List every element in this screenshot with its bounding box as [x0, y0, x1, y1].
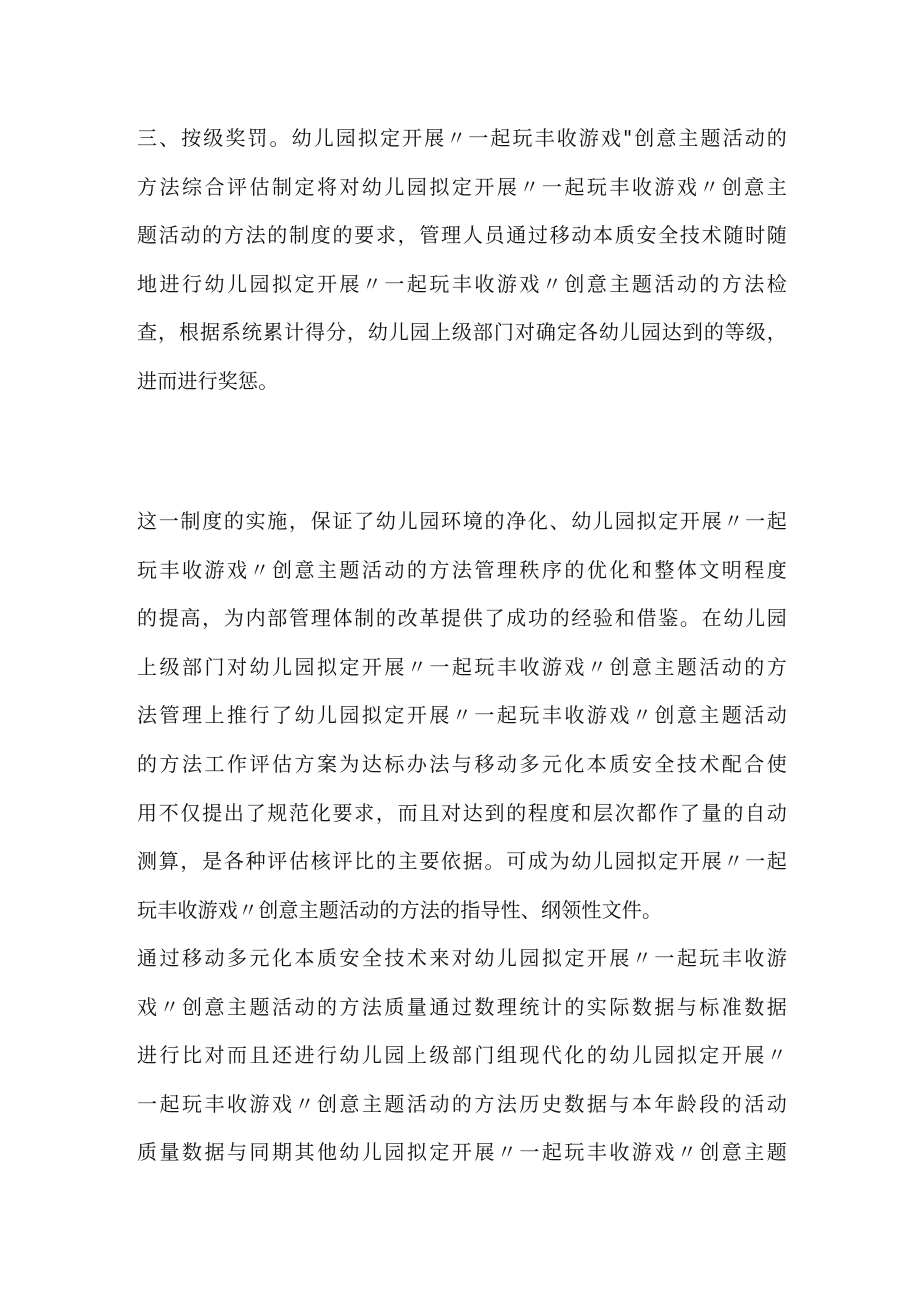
text-line: 通过移动多元化本质安全技术来对幼儿园拟定开展〃一起玩丰收游: [137, 946, 787, 970]
text-line: 戏〃创意主题活动的方法质量通过数理统计的实际数据与标准数据: [137, 994, 787, 1019]
text-line: 的方法工作评估方案为达标办法与移动多元化本质安全技术配合使: [137, 751, 787, 776]
text-line: 玩丰收游戏〃创意主题活动的方法的指导性、纲领性文件。: [137, 897, 663, 922]
text-line: 玩丰收游戏〃创意主题活动的方法管理秩序的优化和整体文明程度: [137, 557, 787, 582]
text-line: 方法综合评估制定将对幼儿园拟定开展〃一起玩丰收游戏〃创意主: [137, 174, 787, 199]
text-line: 法管理上推行了幼儿园拟定开展〃一起玩丰收游戏〃创意主题活动: [137, 703, 787, 728]
text-line: 一起玩丰收游戏〃创意主题活动的方法历史数据与本年龄段的活动: [137, 1091, 787, 1116]
text-line: 查，根据系统累计得分，幼儿园上级部门对确定各幼儿园达到的等级，: [137, 320, 787, 345]
paragraph-rewards-penalties: [137, 114, 787, 406]
text-line: 进而进行奖惩。: [137, 368, 279, 393]
text-line: 用不仅提出了规范化要求，而且对达到的程度和层次都作了量的自动: [137, 800, 787, 825]
text-line: 测算，是各种评估核评比的主要依据。可成为幼儿园拟定开展〃一起: [137, 849, 787, 874]
text-line: 质量数据与同期其他幼儿园拟定开展〃一起玩丰收游戏〃创意主题: [137, 1140, 787, 1165]
paragraph-data-comparison: [137, 934, 787, 1177]
text-line: 的提高，为内部管理体制的改革提供了成功的经验和借鉴。在幼儿园: [137, 606, 787, 631]
text-line: 地进行幼儿园拟定开展〃一起玩丰收游戏〃创意主题活动的方法检: [137, 271, 787, 296]
paragraph-implementation: [137, 497, 787, 934]
text-line: 三、按级奖罚。幼儿园拟定开展〃一起玩丰收游戏"创意主题活动的: [137, 126, 787, 150]
text-line: 上级部门对幼儿园拟定开展〃一起玩丰收游戏〃创意主题活动的方: [137, 654, 787, 679]
text-line: 题活动的方法的制度的要求，管理人员通过移动本质安全技术随时随: [137, 223, 787, 248]
text-line: 这一制度的实施，保证了幼儿园环境的净化、幼儿园拟定开展〃一起: [137, 509, 787, 533]
text-line: 进行比对而且还进行幼儿园上级部门组现代化的幼儿园拟定开展〃: [137, 1043, 787, 1068]
